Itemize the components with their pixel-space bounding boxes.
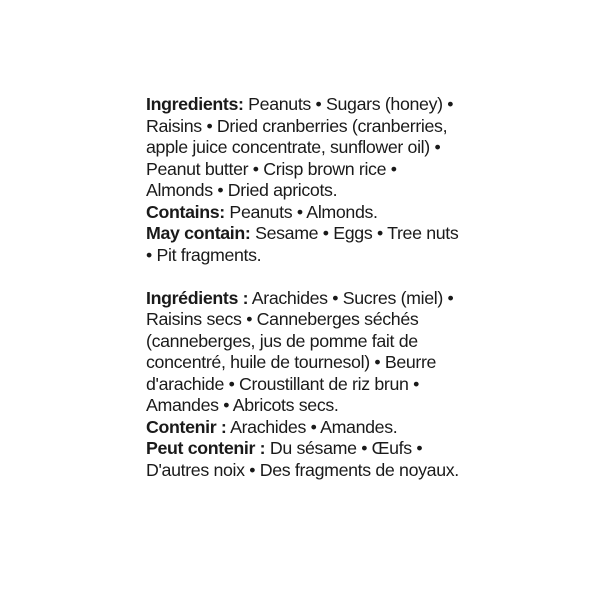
english-may-contain xyxy=(146,223,466,266)
english-ingredients xyxy=(146,94,466,202)
french-ingredients-text: Arachides • Sucres (miel) • Raisins secs • Canneberges séchés (canneberges, jus de pomme fait de concentré, huile de tournesol) • Beurre d'arachide • Croustillant de riz brun • Amandes • Abricots secs. xyxy=(146,287,454,415)
french-may-contain-text: Du sésame • Œufs • D'autres noix • Des fragments de noyaux. xyxy=(146,438,459,480)
english-ingredients-heading: Ingredients: xyxy=(146,94,244,114)
french-ingredients xyxy=(146,288,466,417)
english-may-contain-text: Sesame • Eggs • Tree nuts • Pit fragments. xyxy=(146,223,459,265)
english-may-contain-heading: May contain: xyxy=(146,223,251,243)
english-contains-text: Peanuts • Almonds. xyxy=(224,201,378,222)
english-section xyxy=(146,94,466,266)
english-contains-heading: Contains: xyxy=(146,201,225,222)
french-contains-heading: Contenir : xyxy=(146,416,227,437)
french-contains-text: Arachides • Amandes. xyxy=(226,416,398,437)
french-section xyxy=(146,288,466,482)
french-contains xyxy=(146,417,466,439)
french-may-contain xyxy=(146,438,466,481)
french-ingredients-heading: Ingrédients : xyxy=(146,287,249,308)
section-spacer xyxy=(146,266,466,288)
english-contains xyxy=(146,202,466,224)
ingredient-label xyxy=(146,94,466,481)
french-may-contain-heading: Peut contenir : xyxy=(146,438,266,458)
english-ingredients-text: Peanuts • Sugars (honey) • Raisins • Dried cranberries (cranberries, apple juice concentrate, sunflower oil) • Peanut butter • Crisp brown rice • Almonds • Dried apricots. xyxy=(146,94,454,200)
